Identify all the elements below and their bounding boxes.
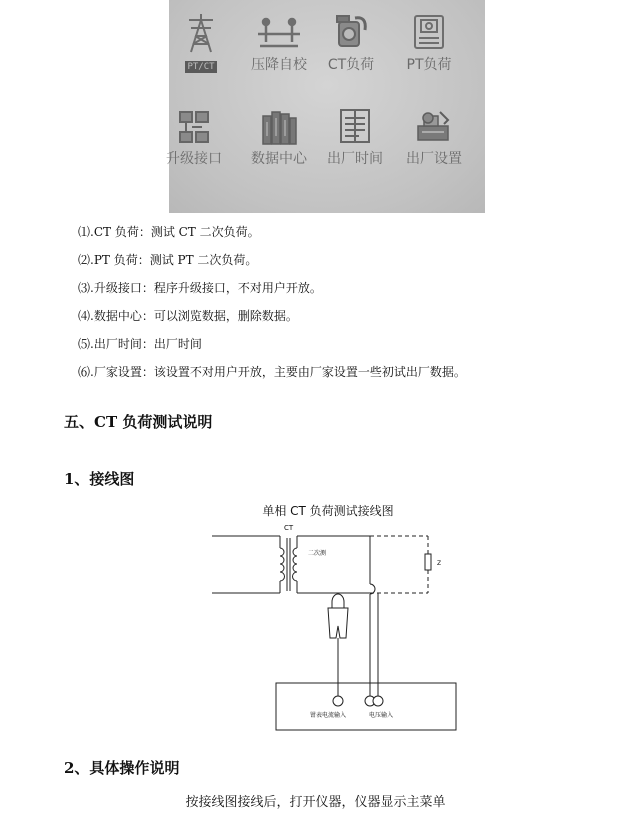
current-input-terminal [333, 696, 343, 706]
ground-connection-icon [254, 12, 304, 52]
menu-item-voltage-drop[interactable] [239, 12, 319, 74]
desc-pt-load: ⑵.PT 负荷：测试 PT 二次负荷。 [78, 253, 258, 267]
menu-label: 数据中心 [251, 151, 307, 167]
instrument-box [276, 683, 456, 730]
instruction-text: 按接线图接线后，打开仪器，仪器显示主菜单 [185, 795, 446, 810]
secondary-label: 二次测 [308, 550, 327, 557]
ct-label: CT [284, 524, 294, 532]
menu-label: PT负荷 [406, 57, 452, 73]
desc-data-center: ⑷.数据中心：可以浏览数据，删除数据。 [78, 309, 298, 323]
subsection-operation-heading: 2、具体操作说明 [64, 759, 180, 777]
menu-item-ptct[interactable] [161, 12, 241, 73]
network-icon [174, 110, 214, 146]
transmission-tower-icon [181, 12, 221, 54]
menu-label: PT/CT [187, 62, 215, 72]
menu-label: 升级接口 [166, 151, 222, 167]
document-icon [335, 106, 375, 146]
device-screen [166, 0, 485, 213]
subsection-wiring-heading: 1、接线图 [64, 470, 135, 488]
menu-label: CT负荷 [327, 57, 375, 73]
binders-icon [259, 106, 299, 146]
current-clamp [328, 594, 348, 698]
section-heading: 五、CT 负荷测试说明 [64, 413, 213, 431]
desc-factory-time: ⑸.出厂时间：出厂时间 [78, 337, 202, 351]
menu-item-pt-load[interactable] [389, 12, 469, 74]
pt-box-icon [411, 12, 447, 52]
desc-upgrade: ⑶.升级接口：程序升级接口，不对用户开放。 [78, 281, 322, 295]
settings-printer-icon [414, 106, 454, 146]
diagram-title: 单相 CT 负荷测试接线图 [262, 504, 394, 518]
voltage-input-terminal-b [373, 696, 383, 706]
voltage-input-label: 电压输入 [368, 712, 394, 719]
menu-label: 出厂时间 [327, 151, 383, 167]
menu-item-upgrade[interactable] [154, 110, 234, 168]
current-input-label: 钳表电流输入 [309, 712, 347, 719]
menu-item-factory-time[interactable] [315, 106, 395, 168]
desc-ct-load: ⑴.CT 负荷：测试 CT 二次负荷。 [78, 225, 260, 239]
menu-item-factory-settings[interactable] [394, 106, 474, 168]
desc-factory-settings: ⑹.厂家设置：该设置不对用户开放，主要由厂家设置一些初试出厂数据。 [78, 365, 466, 379]
menu-label: 出厂设置 [406, 151, 462, 167]
menu-label: 压降自校 [251, 57, 307, 73]
menu-item-data-center[interactable] [239, 106, 319, 168]
wiring-diagram [200, 498, 460, 738]
ct-clamp-icon [331, 12, 371, 52]
impedance-resistor [425, 554, 431, 570]
impedance-label: Z [437, 560, 442, 567]
menu-item-ct-load[interactable] [311, 12, 391, 74]
